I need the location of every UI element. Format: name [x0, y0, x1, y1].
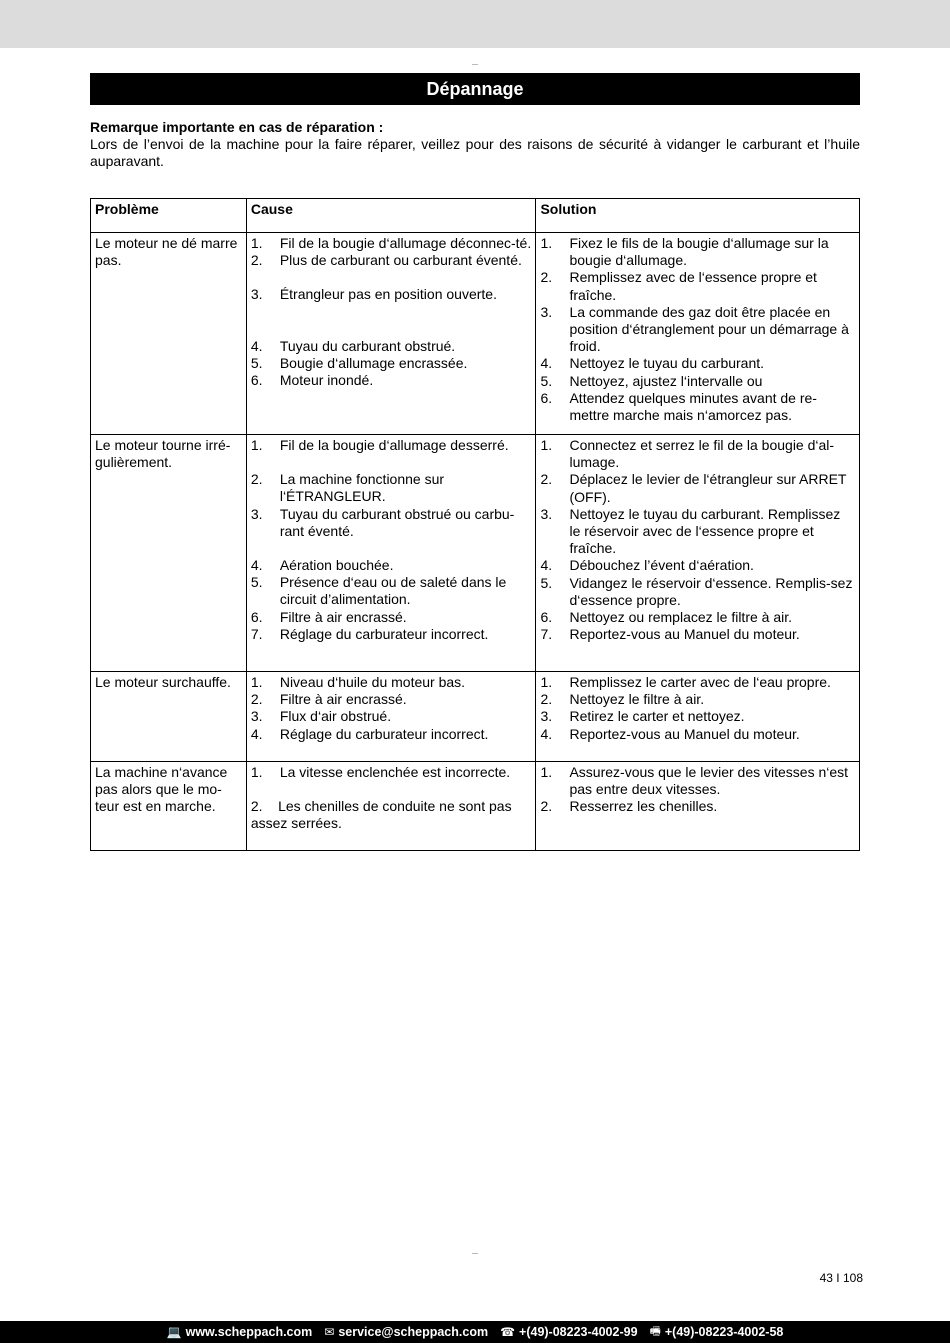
header-cause: Cause	[246, 199, 536, 233]
list-item	[251, 574, 532, 608]
list-item-text: Débouchez l’évent d‘aération.	[569, 557, 754, 574]
problem-cell: Le moteur tourne irré-gulièrement.	[91, 435, 247, 672]
list-item-number: 3.	[540, 505, 553, 522]
list-item-text: Resserrez les chenilles.	[569, 798, 718, 815]
list-item-text: Nettoyez, ajustez l‘intervalle ou	[569, 372, 763, 389]
phone-icon: ☎	[500, 1325, 516, 1339]
solution-cell	[536, 672, 860, 762]
cause-cell	[246, 762, 536, 851]
list-item-text: Retirez le carter et nettoyez.	[569, 708, 745, 725]
solution-cell	[536, 435, 860, 672]
footer-phone-text: +(49)-08223-4002-99	[519, 1325, 638, 1339]
table-row	[91, 233, 860, 435]
list-item	[251, 471, 532, 505]
cause-cell	[246, 233, 536, 435]
crop-mark	[472, 1253, 478, 1254]
list-item	[251, 557, 532, 574]
list-item-text: Reportez-vous au Manuel du moteur.	[569, 725, 800, 742]
list-item	[251, 609, 532, 626]
list-item-number: 2.	[540, 471, 553, 488]
list-item	[540, 575, 855, 609]
list-item-number: 3.	[540, 708, 553, 725]
note-heading: Remarque importante en cas de réparation :	[90, 119, 384, 135]
fax-icon: 🖷	[649, 1323, 661, 1338]
list-item-text: Niveau d‘huile du moteur bas.	[279, 674, 466, 690]
table-row	[91, 672, 860, 762]
computer-icon: 💻	[166, 1325, 182, 1339]
top-gray-band	[0, 0, 950, 48]
list-item	[251, 626, 532, 643]
repair-note	[90, 119, 860, 170]
list-item-text: Connectez et serrez le fil de la bougie d‘al-lumage.	[569, 437, 835, 471]
header-solution: Solution	[536, 199, 860, 233]
list-item-text: Flux d‘air obstrué.	[279, 708, 392, 725]
list-item-number: 2.	[250, 691, 263, 708]
list-item-text: Tuyau du carburant obstrué.	[279, 337, 456, 354]
list-item-number: 2.	[540, 798, 553, 815]
list-item	[540, 269, 855, 303]
footer-contact-bar	[0, 1321, 950, 1343]
list-item-number: 3.	[540, 303, 553, 320]
list-item-number: 4.	[540, 725, 553, 742]
list-item-text: Réglage du carburateur incorrect.	[279, 725, 489, 742]
list-item-text: Remplissez le carter avec de l‘eau propre.	[569, 674, 831, 690]
list-item-text: Fil de la bougie d‘allumage desserré.	[279, 437, 509, 453]
list-item-text: Présence d‘eau ou de saleté dans le circuit d’alimentation.	[279, 574, 507, 608]
list-item-number: 6.	[540, 609, 553, 626]
footer-fax-text: +(49)-08223-4002-58	[664, 1325, 784, 1339]
cause-cell	[246, 435, 536, 672]
table-row	[91, 435, 860, 672]
list-item-text: Moteur inondé.	[279, 372, 374, 389]
list-item-text: Fixez le fils de la bougie d‘allumage sur la bougie d‘allumage.	[569, 235, 829, 269]
list-item-text: La machine fonctionne sur l‘ÉTRANGLEUR.	[279, 471, 445, 505]
list-item	[251, 726, 532, 743]
list-item-number: 5.	[540, 372, 553, 389]
list-item-text: Nettoyez ou remplacez le filtre à air.	[569, 609, 793, 626]
list-item	[251, 691, 532, 708]
mail-icon: ✉	[324, 1325, 335, 1339]
list-item-text: La commande des gaz doit être placée en position d‘étranglement pour un démarrage à froid.	[569, 303, 849, 355]
list-item-number: 7.	[540, 626, 553, 643]
list-item-text: Plus de carburant ou carburant éventé.	[279, 252, 522, 269]
list-item	[540, 708, 855, 725]
problem-cell: La machine n‘avance pas alors que le mo-teur est en marche.	[91, 762, 247, 851]
list-item-number: 7.	[250, 625, 263, 642]
list-item	[251, 506, 532, 540]
note-text: Lors de l’envoi de la machine pour la faire réparer, veillez pour des raisons de sécurité à vidanger le carburant et l’huile auparavant.	[90, 136, 860, 169]
list-item-text: Tuyau du carburant obstrué ou carbu-rant éventé.	[279, 505, 515, 539]
list-item	[251, 764, 532, 781]
list-item-text: La vitesse enclenchée est incorrecte.	[279, 764, 511, 780]
cause-cell	[246, 672, 536, 762]
solution-cell	[536, 233, 860, 435]
list-item	[540, 437, 855, 471]
list-item-text: 2.	[250, 798, 263, 815]
list-item-number: 3.	[250, 708, 263, 725]
list-item-number: 1.	[540, 235, 553, 251]
list-item	[540, 235, 855, 269]
footer-email-text: service@scheppach.com	[338, 1325, 489, 1339]
list-item-number: 1.	[250, 674, 263, 690]
list-item	[251, 252, 532, 269]
list-item	[540, 471, 855, 505]
list-item-number: 2.	[540, 269, 553, 286]
list-item-text: Remplissez avec de l‘essence propre et fraîche.	[569, 269, 817, 303]
troubleshooting-table	[90, 198, 860, 851]
list-item-text: Assurez-vous que le levier des vitesses n‘est pas entre deux vitesses.	[569, 764, 849, 798]
list-item-number: 5.	[540, 574, 553, 591]
list-item-number: 3.	[250, 286, 263, 303]
table-header-row	[91, 199, 860, 233]
list-item	[540, 609, 855, 626]
list-item-number: 5.	[250, 574, 263, 591]
list-item	[540, 691, 855, 708]
list-item	[540, 390, 855, 424]
list-item-number: 4.	[540, 557, 553, 574]
solution-cell	[536, 762, 860, 851]
footer-web[interactable]	[167, 1325, 313, 1339]
list-item-number: 4.	[250, 337, 263, 354]
list-item	[251, 437, 532, 454]
header-problem: Problème	[91, 199, 247, 233]
list-item	[251, 355, 532, 372]
page-title: Dépannage	[90, 73, 860, 105]
list-item	[251, 798, 532, 832]
list-item	[251, 674, 532, 691]
list-item-number: 6.	[250, 372, 263, 389]
list-item-text: Étrangleur pas en position ouverte.	[279, 286, 497, 303]
list-item-number: 1.	[540, 437, 553, 453]
list-item-number: 1.	[540, 764, 553, 780]
list-item	[251, 338, 532, 355]
list-item-number: 4.	[250, 557, 263, 574]
list-item-text: Fil de la bougie d‘allumage déconnec-té.	[279, 235, 532, 251]
list-item-text: Déplacez le levier de l‘étrangleur sur ARRET (OFF).	[569, 471, 847, 505]
list-item-number: 3.	[250, 505, 263, 522]
list-item	[251, 235, 532, 252]
footer-phone	[500, 1325, 637, 1339]
list-item-text: Les chenilles de conduite ne sont pas assez serrées.	[250, 798, 512, 832]
footer-web-text: www.scheppach.com	[185, 1325, 313, 1339]
list-item-number: 1.	[250, 437, 263, 453]
list-item-text: Filtre à air encrassé.	[279, 691, 407, 708]
list-item	[540, 557, 855, 574]
list-item-text: Vidangez le réservoir d‘essence. Remplis-sez d‘essence propre.	[569, 574, 853, 608]
list-item	[540, 798, 855, 815]
page-number: 43 I 108	[819, 1271, 863, 1285]
list-item	[540, 373, 855, 390]
problem-cell: Le moteur ne dé marre pas.	[91, 233, 247, 435]
list-item-text: Aération bouchée.	[279, 557, 394, 574]
list-item-text: Filtre à air encrassé.	[279, 608, 407, 625]
list-item-number: 6.	[540, 389, 553, 406]
list-item-number: 1.	[540, 674, 553, 690]
list-item-number: 4.	[540, 355, 553, 372]
list-item	[540, 506, 855, 558]
list-item-text: Nettoyez le tuyau du carburant. Remplissez le réservoir avec de l‘essence propre et fraîche.	[569, 505, 841, 557]
list-item	[540, 304, 855, 356]
list-item-text: Nettoyez le filtre à air.	[569, 691, 705, 708]
list-item-number: 2.	[250, 252, 263, 269]
list-item-number: 4.	[250, 725, 263, 742]
list-item-text: Nettoyez le tuyau du carburant.	[569, 355, 765, 372]
footer-email[interactable]	[324, 1325, 488, 1339]
list-item-number: 5.	[250, 354, 263, 371]
list-item-text: Attendez quelques minutes avant de re-mettre marche mais n‘amorcez pas.	[569, 389, 817, 424]
list-item	[251, 372, 532, 389]
list-item-text: Bougie d‘allumage encrassée.	[279, 354, 468, 371]
problem-cell: Le moteur surchauffe.	[91, 672, 247, 762]
crop-mark	[472, 64, 478, 65]
table-row	[91, 762, 860, 851]
list-item-number: 2.	[250, 471, 263, 488]
list-item	[540, 764, 855, 798]
list-item-text: Réglage du carburateur incorrect.	[279, 625, 489, 642]
list-item-number: 6.	[250, 608, 263, 625]
list-item	[251, 286, 532, 303]
list-item-text: Reportez-vous au Manuel du moteur.	[569, 626, 800, 643]
list-item	[540, 726, 855, 743]
list-item	[251, 708, 532, 725]
list-item	[540, 355, 855, 372]
footer-fax	[650, 1322, 784, 1343]
list-item	[540, 674, 855, 691]
list-item	[540, 626, 855, 643]
list-item-number: 1.	[250, 764, 263, 780]
list-item-number: 1.	[250, 235, 263, 251]
list-item-number: 2.	[540, 691, 553, 708]
